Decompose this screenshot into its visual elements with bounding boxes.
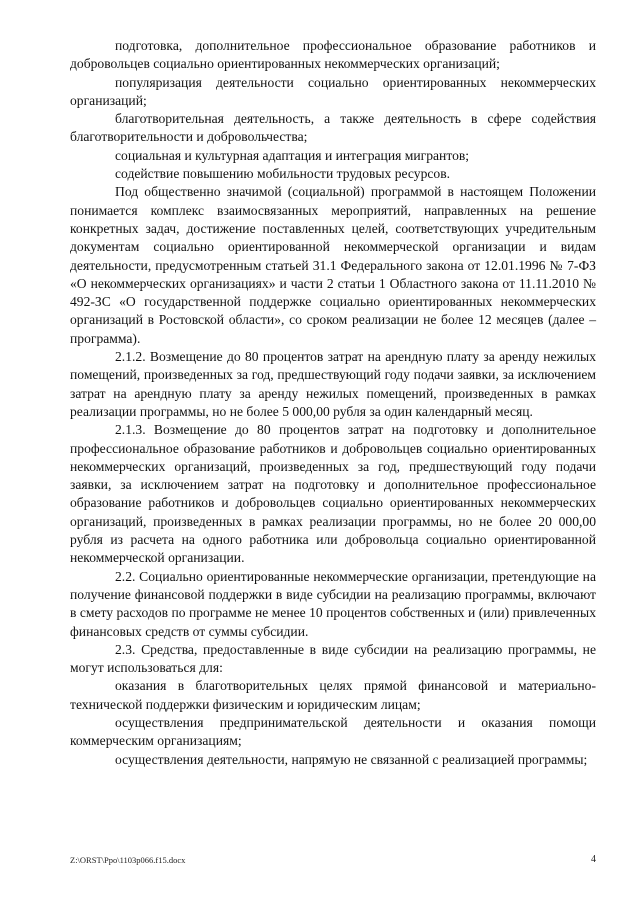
paragraph: 2.1.3. Возмещение до 80 процентов затрат на подготовку и дополнительное профессиональное образование работников и добровольцев социально ориентированных некоммерческих организаций, произведенных за год, предшествующий году подачи заявки, за исключением затрат на подготовку и дополнительное профессиональное образование работников и добровольцев социально ориентированных некоммерческих организаций, произведенных в рамках реализации программы, но не более 20 000,00 рубля из расчета на одного работника или добровольца социально ориентированной некоммерческой организации. [70,422,596,566]
paragraph: благотворительная деятельность, а также деятельность в сфере содействия благотворительности и добровольчества; [70,111,596,145]
paragraph: осуществления деятельности, напрямую не связанной с реализацией программы; [115,751,588,767]
paragraph: осуществления предпринимательской деятельности и оказания помощи коммерческим организациям; [70,714,596,749]
paragraph: оказания в благотворительных целях прямой финансовой и материально-технической поддержки физическим и юридическим лицам; [70,678,596,712]
paragraph: 2.3. Средства, предоставленные в виде субсидии на реализацию программы, не могут использоваться для: [70,641,596,676]
paragraph: 2.2. Социально ориентированные некоммерческие организации, претендующие на получение финансовой поддержки в виде субсидии на реализацию программы, включают в смету расходов по программе не менее 10 процентов собственных и (или) привлеченных финансовых средств от суммы субсидии. [70,568,596,639]
paragraph: содействие повышению мобильности трудовых ресурсов. [115,166,451,182]
paragraph: 2.1.2. Возмещение до 80 процентов затрат на арендную плату за аренду нежилых помещений, произведенных за год, предшествующий году подачи заявки, за исключением затрат на арендную плату за аренду нежилых помещений, произведенных в рамках реализации программы, но не более 5 000,00 рубля за один календарный месяц. [70,349,596,419]
page-number: 4 [591,854,596,865]
paragraph: подготовка, дополнительное профессиональное образование работников и добровольцев социально ориентированных некоммерческих организаций; [70,38,596,72]
paragraph: социальная и культурная адаптация и интеграция мигрантов; [115,147,470,163]
document-body [70,37,596,769]
file-path: Z:\ORST\Ppo\1103p066.f15.docx [70,855,186,865]
paragraph: популяризация деятельности социально ориентированных некоммерческих организаций; [70,74,596,108]
paragraph: Под общественно значимой (социальной) программой в настоящем Положении понимается комплекс взаимосвязанных мероприятий, направленных на решение конкретных задач, достижение поставленных целей, соответствующих учредительным документам социально ориентированной некоммерческой организации и видам деятельности, предусмотренным статьей 31.1 Федерального закона от 12.01.1996 № 7-ФЗ «О некоммерческих организациях» и части 2 статьи 1 Областного закона от 11.11.2010 № 492-ЗС «О государственной поддержке социально ориентированных некоммерческих организаций в Ростовской области», со сроком реализации не более 12 месяцев (далее – программа). [70,184,596,346]
